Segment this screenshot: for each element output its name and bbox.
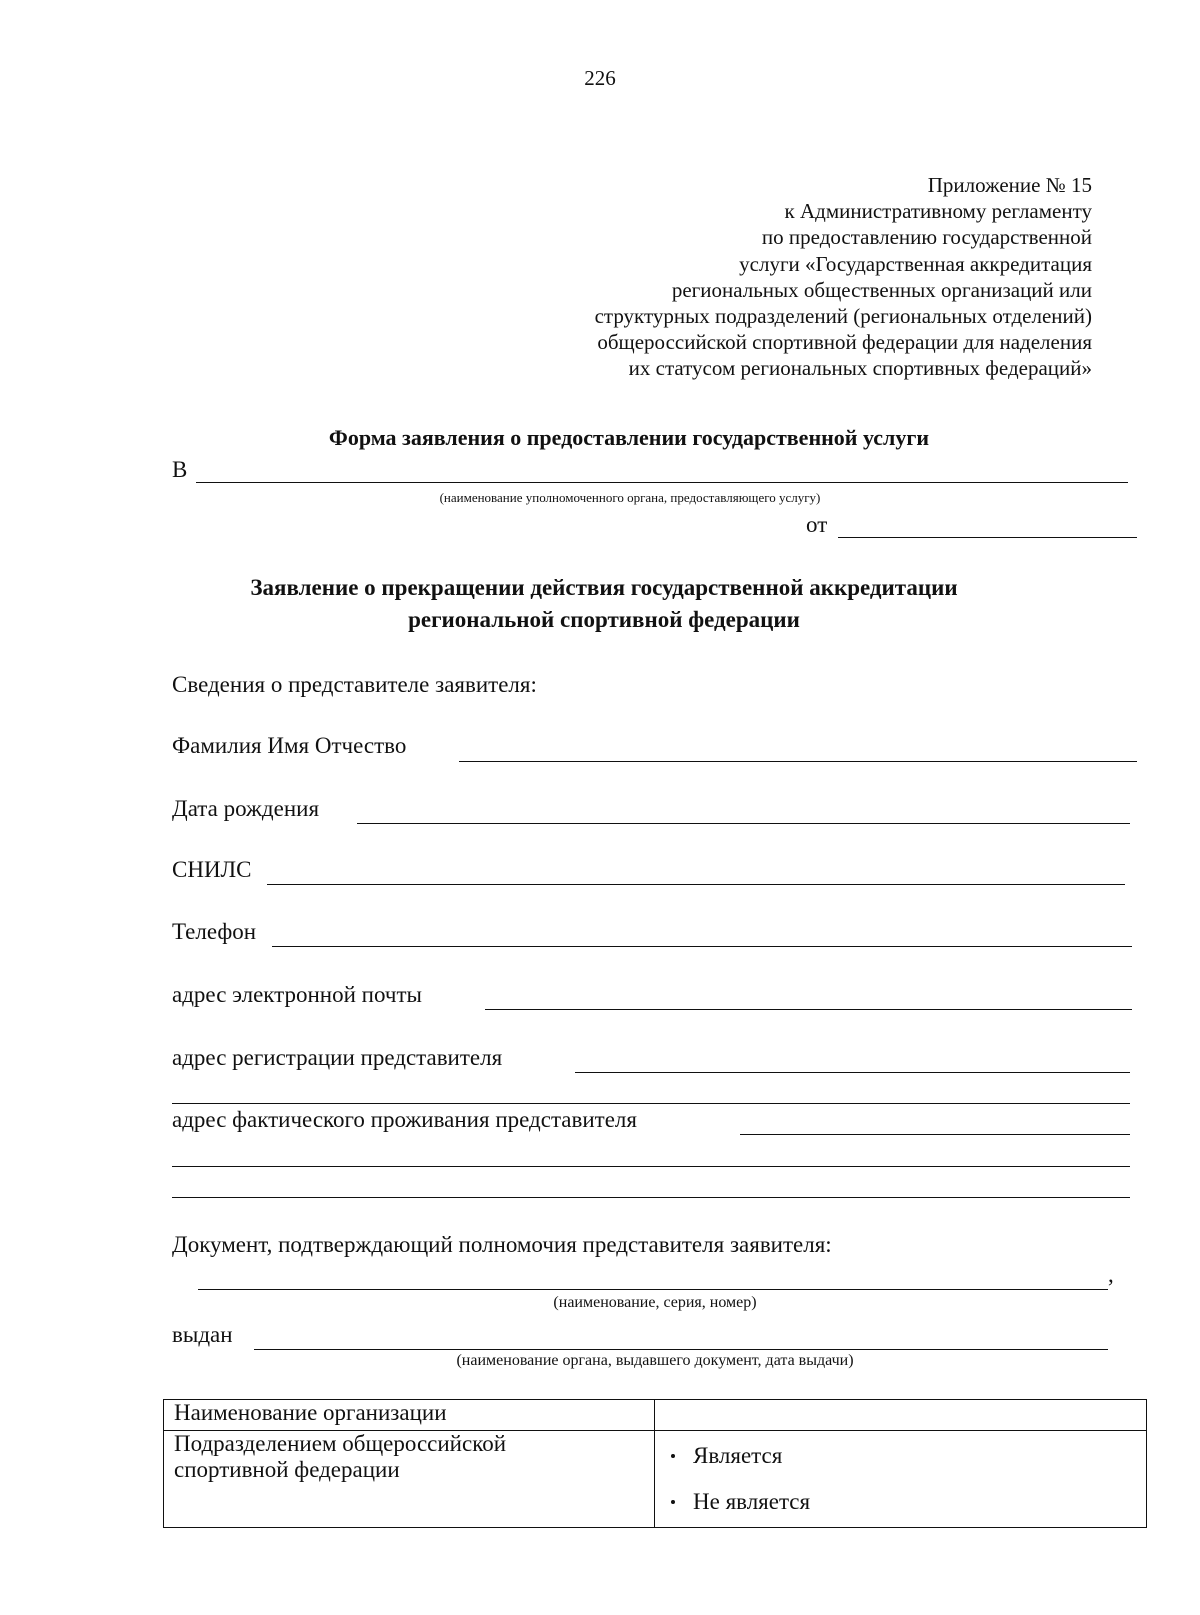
option-label: Не является (693, 1489, 811, 1514)
organization-table (163, 1399, 1147, 1528)
appendix-line: их статусом региональных спортивных федераций» (628, 356, 1092, 381)
actual-address-label: адрес фактического проживания представителя (172, 1107, 637, 1132)
issued-caption: (наименование органа, выдавшего документ, дата выдачи) (456, 1352, 854, 1369)
recipient-prefix: В (172, 457, 188, 482)
registration-address-label: адрес регистрации представителя (172, 1045, 503, 1070)
registration-address-field-line2[interactable] (172, 1078, 1130, 1104)
org-name-label: Наименование организации (174, 1400, 447, 1425)
statement-title-line: Заявление о прекращении действия государственной аккредитации (250, 575, 958, 600)
page-number: 226 (584, 66, 616, 90)
phone-label: Телефон (172, 919, 257, 944)
issued-label: выдан (172, 1322, 233, 1347)
actual-address-field[interactable] (740, 1109, 1130, 1135)
subdivision-label-line: спортивной федерации (174, 1457, 400, 1482)
snils-label: СНИЛС (172, 857, 252, 882)
appendix-line: к Административному регламенту (784, 199, 1092, 224)
table-row (164, 1431, 1147, 1528)
recipient-caption: (наименование уполномоченного органа, предоставляющего услугу) (439, 490, 821, 505)
birth-date-label: Дата рождения (172, 796, 320, 821)
appendix-line: по предоставлению государственной (761, 225, 1092, 250)
actual-address-field-line2[interactable] (172, 1141, 1130, 1167)
snils-field[interactable] (267, 859, 1125, 885)
appendix-line: Приложение № 15 (927, 173, 1092, 197)
bullet-icon (671, 1500, 675, 1504)
statement-title (0, 572, 1200, 636)
org-name-value-cell[interactable] (655, 1400, 1147, 1431)
document-field[interactable] (198, 1265, 1108, 1290)
phone-field[interactable] (272, 921, 1132, 947)
table-cell (164, 1400, 655, 1431)
registration-address-field[interactable] (575, 1047, 1130, 1073)
document-caption: (наименование, серия, номер) (553, 1294, 757, 1311)
full-name-label: Фамилия Имя Отчество (172, 733, 407, 758)
actual-address-field-line3[interactable] (172, 1172, 1130, 1198)
from-field[interactable] (838, 513, 1137, 538)
birth-date-field[interactable] (357, 798, 1130, 824)
appendix-line: общероссийской спортивной федерации для наделения (597, 330, 1092, 355)
form-title: Форма заявления о предоставлении государственной услуги (328, 425, 930, 450)
option-is-not[interactable] (665, 1479, 1136, 1525)
option-label: Является (693, 1443, 783, 1468)
table-cell (164, 1431, 655, 1528)
document-comma: , (1108, 1262, 1114, 1287)
appendix-line: региональных общественных организаций или (671, 277, 1092, 302)
option-is[interactable] (665, 1433, 1136, 1479)
full-name-field[interactable] (459, 736, 1137, 762)
appendix-line: структурных подразделений (региональных отделений) (594, 304, 1092, 329)
table-row (164, 1400, 1147, 1431)
issued-field[interactable] (254, 1325, 1108, 1350)
recipient-field[interactable] (196, 458, 1128, 483)
document-heading: Документ, подтверждающий полномочия представителя заявителя: (172, 1232, 832, 1257)
email-field[interactable] (485, 984, 1132, 1010)
representative-heading: Сведения о представителе заявителя: (172, 672, 537, 697)
statement-title-line: региональной спортивной федерации (408, 607, 800, 632)
subdivision-label-line: Подразделением общероссийской (174, 1431, 507, 1456)
bullet-icon (671, 1454, 675, 1458)
appendix-header (595, 172, 1092, 382)
appendix-line: услуги «Государственная аккредитация (739, 251, 1092, 276)
email-label: адрес электронной почты (172, 982, 422, 1007)
subdivision-options-cell (655, 1431, 1147, 1528)
from-label: от (806, 512, 828, 537)
